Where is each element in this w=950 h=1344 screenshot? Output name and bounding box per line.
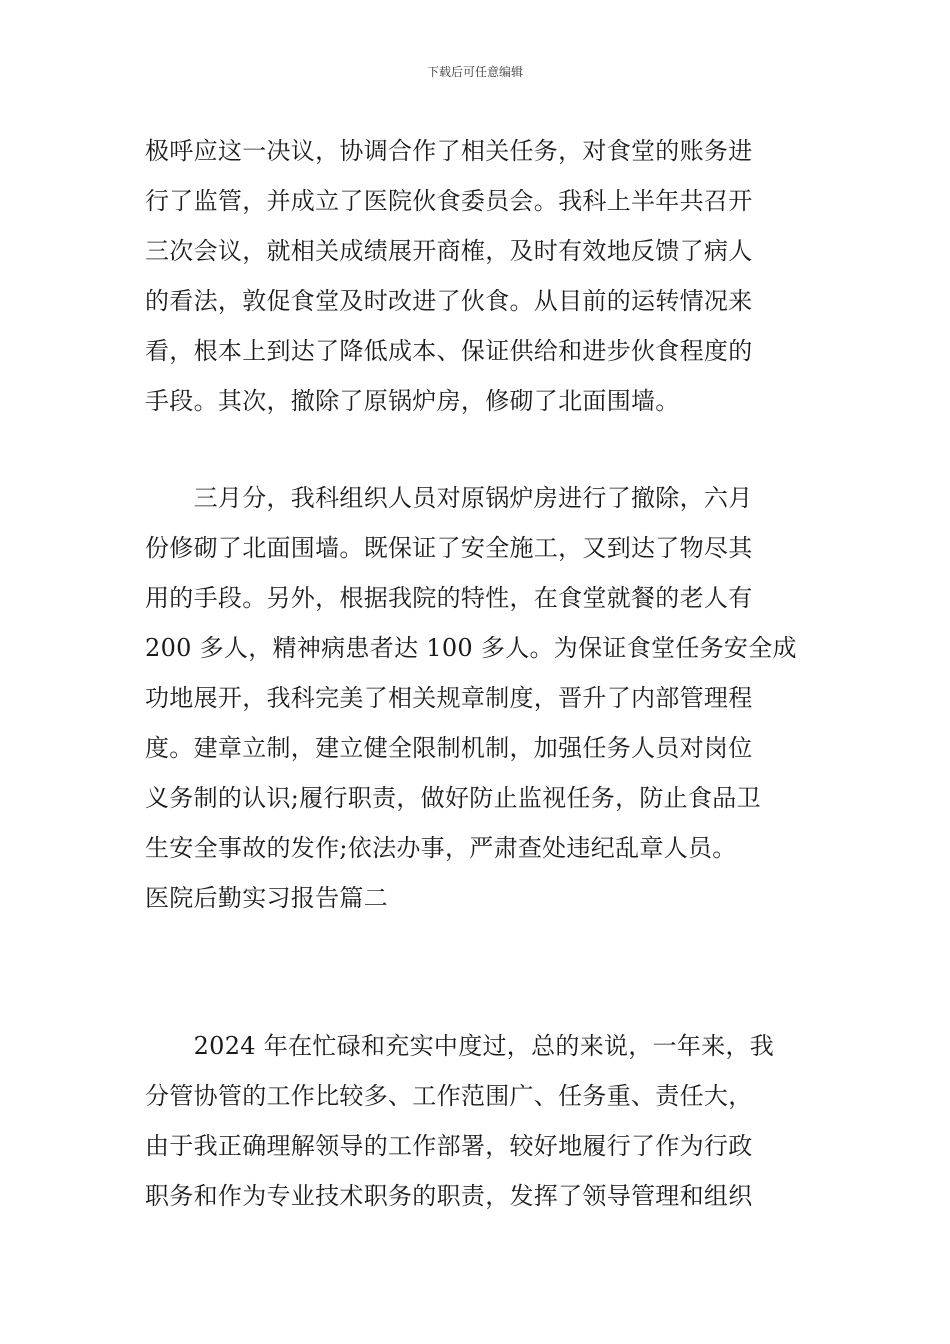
- text-line: 义务制的认识;履行职责，做好防止监视任务，防止食品卫: [145, 784, 761, 812]
- text-line: 2024 年在忙碌和充实中度过，总的来说，一年来，我: [145, 1032, 775, 1060]
- text-line: 由于我正确理解领导的工作部署，较好地履行了作为行政: [145, 1132, 753, 1160]
- text-line: 三月分，我科组织人员对原锅炉房进行了撤除，六月: [145, 484, 753, 512]
- text-line: 职务和作为专业技术职务的职责，发挥了领导管理和组织: [145, 1182, 753, 1210]
- text-line: 200 多人，精神病患者达 100 多人。为保证食堂任务安全成: [145, 634, 797, 662]
- text-line: 行了监管，并成立了医院伙食委员会。我科上半年共召开: [145, 187, 753, 215]
- section-title: 医院后勤实习报告篇二: [145, 884, 388, 912]
- text-line: 手段。其次，撤除了原锅炉房，修砌了北面围墙。: [145, 387, 680, 415]
- text-line: 份修砌了北面围墙。既保证了安全施工，又到达了物尽其: [145, 534, 753, 562]
- text-line: 三次会议，就相关成绩展开商榷，及时有效地反馈了病人: [145, 237, 753, 265]
- page-header: 下载后可任意编辑: [426, 65, 523, 79]
- text-line: 极呼应这一决议，协调合作了相关任务，对食堂的账务进: [145, 137, 753, 165]
- text-line: 功地展开，我科完美了相关规章制度，晋升了内部管理程: [145, 684, 753, 712]
- text-line: 度。建章立制，建立健全限制机制，加强任务人员对岗位: [145, 734, 753, 762]
- text-line: 用的手段。另外，根据我院的特性，在食堂就餐的老人有: [145, 584, 753, 612]
- text-line: 的看法，敦促食堂及时改进了伙食。从目前的运转情况来: [145, 287, 753, 315]
- text-line: 分管协管的工作比较多、工作范围广、任务重、责任大，: [145, 1082, 753, 1110]
- text-line: 生安全事故的发作;依法办事，严肃查处违纪乱章人员。: [145, 834, 737, 862]
- text-line: 看，根本上到达了降低成本、保证供给和进步伙食程度的: [145, 337, 753, 365]
